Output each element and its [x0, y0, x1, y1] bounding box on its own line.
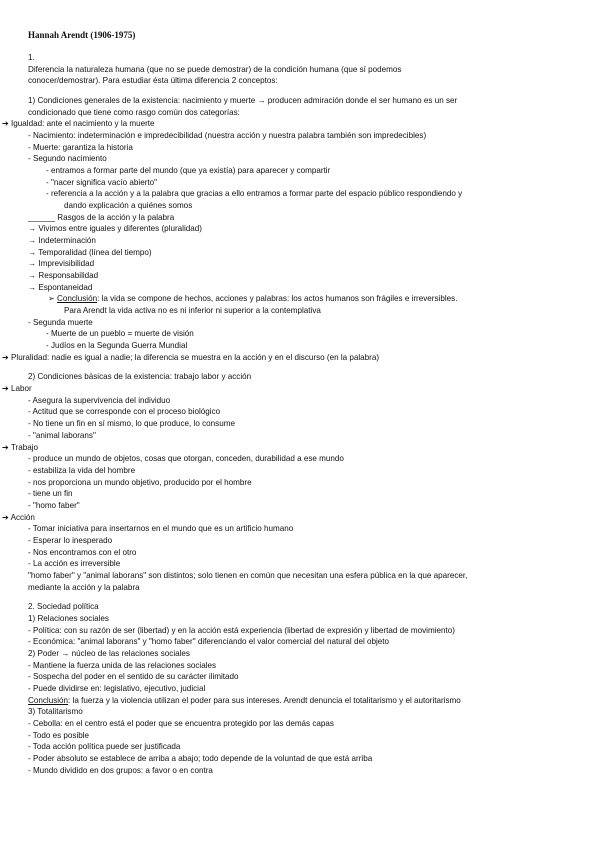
igualdad-item: ➔ Igualdad: ante el nacimiento y la muerte	[2, 119, 155, 129]
segundo-nacimiento-sub-2: - "nacer significa vacío abierto"	[46, 177, 158, 187]
totalitarismo-heading: 3) Totalitarismo	[28, 707, 83, 717]
totalitarismo-item: - Mundo dividido en dos grupos: a favor o en contra	[28, 765, 213, 775]
poder-item: - Puede dividirse en: legislativo, ejecutivo, judicial	[28, 683, 206, 693]
labor-item: - Asegura la supervivencia del individuo	[28, 395, 171, 405]
rasgo-item: → Vivimos entre iguales y diferentes (pluralidad)	[28, 224, 202, 234]
trabajo-item: - nos proporciona un mundo objetivo, producido por el hombre	[28, 477, 252, 487]
trabajo-item: - tiene un fin	[28, 489, 73, 499]
muerte-item: - Muerte: garantiza la historia	[28, 142, 133, 152]
document-title: Hannah Arendt (1906-1975)	[28, 30, 136, 40]
segunda-muerte-item: - Segunda muerte	[28, 317, 93, 327]
conclusion-1	[28, 293, 580, 305]
section-2-heading: 2. Sociedad política	[28, 602, 99, 612]
homo-faber-note-1: "homo faber" y "animal laborans" son distintos; solo tienen en común que necesitan una esfera pública en la que aparecer,	[28, 570, 468, 580]
document-body	[2, 52, 580, 776]
rasgo-item: → Espontaneidad	[28, 282, 93, 292]
accion-item: - Esperar lo inesperado	[28, 535, 113, 545]
accion-item: - La acción es irreversible	[28, 559, 121, 569]
totalitarismo-item: - Toda acción política puede ser justificada	[28, 742, 181, 752]
rasgo-item: → Imprevisibilidad	[28, 259, 95, 269]
relaciones-item: - Económica: "animal laborans" y "homo faber" diferenciando el valor comercial del natural del objeto	[28, 637, 390, 647]
intro-line-1: Diferencia la naturaleza humana (que no se puede demostrar) de la condición humana (que sí podemos	[28, 64, 402, 74]
rasgo-item: → Indeterminación	[28, 236, 96, 246]
segunda-muerte-sub-1: - Muerte de un pueblo = muerte de visión	[46, 329, 194, 339]
segundo-nacimiento-sub-3-cont: dando explicación a quiénes somos	[64, 201, 193, 211]
poder-heading: 2) Poder → núcleo de las relaciones sociales	[28, 648, 190, 658]
accion-item: - Nos encontramos con el otro	[28, 547, 137, 557]
accion-heading: ➔ Acción	[2, 512, 35, 522]
trabajo-item: - "homo faber"	[28, 500, 80, 510]
segundo-nacimiento-item: - Segundo nacimiento	[28, 154, 107, 164]
rasgo-item: → Temporalidad (línea del tiempo)	[28, 247, 152, 257]
conclusion-2	[28, 695, 580, 707]
labor-item: - Actitud que se corresponde con el proceso biológico	[28, 407, 221, 417]
totalitarismo-item: - Todo es posible	[28, 730, 90, 740]
conclusion-text: : la vida se compone de hechos, acciones y palabras: los actos humanos son frágiles e irreversibles.	[97, 294, 458, 304]
nacimiento-item: - Nacimiento: indeterminación e impredecibilidad (nuestra acción y nuestra palabra también son impredecibles)	[28, 131, 427, 141]
trabajo-item: - estabiliza la vida del hombre	[28, 465, 136, 475]
segundo-nacimiento-sub-1: - entramos a formar parte del mundo (que ya existía) para aparecer y compartir	[46, 166, 331, 176]
segundo-nacimiento-sub-3: - referencia a la acción y a la palabra que gracias a ello entramos a formar parte del espacio público respondiendo y	[46, 189, 463, 199]
totalitarismo-item: - Cebolla: en el centro está el poder que se encuentra protegido por las demás capas	[28, 718, 334, 728]
rasgos-heading	[28, 212, 580, 224]
segunda-muerte-sub-2: - Judíos en la Segunda Guerra Mundial	[46, 341, 188, 351]
rasgos-blank: ______	[28, 212, 56, 222]
conditions-general-line-2: condicionado que tiene como rasgo común dos categorías:	[28, 107, 240, 117]
conclusion-marker: ➢	[48, 294, 58, 304]
conclusion-text: : la fuerza y la violencia utilizan el poder para sus intereses. Arendt denuncia el totalitarismo y el autoritarismo	[68, 695, 461, 705]
labor-item: - No tiene un fin en sí mismo, lo que produce, lo consume	[28, 419, 235, 429]
accion-item: - Tomar iniciativa para insertarnos en el mundo que es un artificio humano	[28, 524, 294, 534]
homo-faber-note-2: mediante la acción y la palabra	[28, 582, 140, 592]
conditions-general-line-1: 1) Condiciones generales de la existencia: nacimiento y muerte → producen admiración donde el ser humano es un ser	[28, 96, 458, 106]
trabajo-item: - produce un mundo de objetos, cosas que otorgan, conceden, durabilidad a ese mundo	[28, 454, 344, 464]
poder-item: - Mantiene la fuerza unida de las relaciones sociales	[28, 660, 217, 670]
relaciones-item: - Política: con su razón de ser (libertad) y en la acción está experiencia (libertad de expresión y libertad de movimiento)	[28, 625, 455, 635]
totalitarismo-item: - Poder absoluto se establece de arriba a abajo; todo depende de la voluntad de que está arriba	[28, 753, 373, 763]
section-1-number: 1.	[28, 53, 35, 62]
rasgos-label: Rasgos de la acción y la palabra	[55, 212, 175, 222]
labor-item: - "animal laborans"	[28, 430, 96, 440]
conclusion-1-cont: Para Arendt la vida activa no es ni inferior ni superior a la contemplativa	[64, 306, 321, 316]
conditions-basic-heading: 2) Condiciones básicas de la existencia: trabajo labor y acción	[28, 372, 252, 382]
pluralidad-item: ➔ Pluralidad: nadie es igual a nadie; la diferencia se muestra en la acción y en el discurso (en la palabra)	[2, 352, 380, 362]
poder-item: - Sospecha del poder en el sentido de su carácter ilimitado	[28, 672, 239, 682]
rasgo-item: → Responsabilidad	[28, 271, 99, 281]
trabajo-heading: ➔ Trabajo	[2, 442, 39, 452]
conclusion-label: Conclusión	[57, 294, 98, 304]
conclusion-label: Conclusión	[28, 695, 69, 705]
labor-heading: ➔ Labor	[2, 384, 32, 394]
intro-line-2: conocer/demostrar). Para estudiar ésta última diferencia 2 conceptos:	[28, 76, 278, 86]
relaciones-sociales-heading: 1) Relaciones sociales	[28, 613, 109, 623]
